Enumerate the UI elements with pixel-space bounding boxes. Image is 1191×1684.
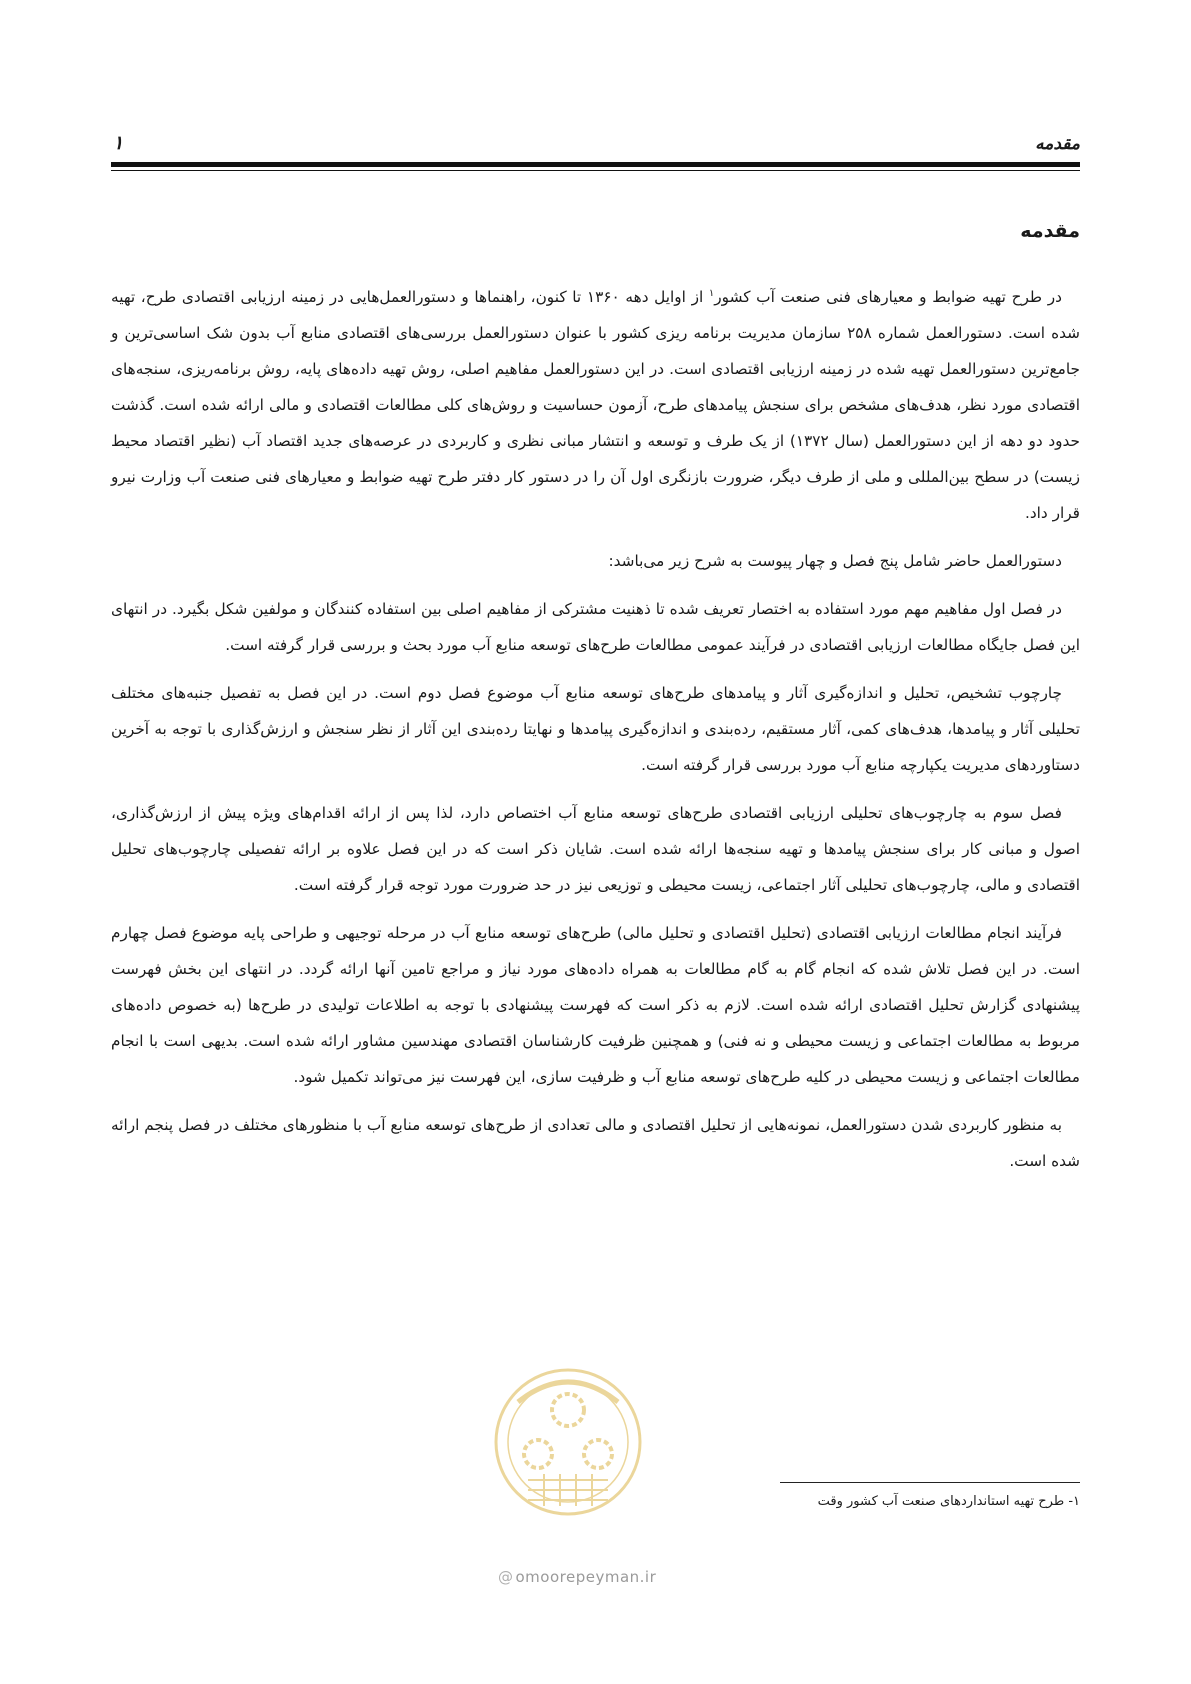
paragraph-5: فصل سوم به چارچوب‌های تحلیلی ارزیابی اقتصادی طرح‌های توسعه منابع آب اختصاص دارد، لذا پس از ارائه اقدام‌های ویژه پیش از ارزش‌گذاری، اصول و مبانی کار برای سنجش پیامدها و تهیه سنجه‌ها ارائه شده است. شایان ذکر است که در این فصل علاوه بر ارائه تفصیلی چارچوب‌های تحلیل اقتصادی و مالی، چارچوب‌های تحلیلی آثار اجتماعی، زیست محیطی و توزیعی نیز در حد ضرورت مورد توجه قرار گرفته است. <box>111 804 1080 895</box>
paragraph-1-rest: از اوایل دهه ۱۳۶۰ تا کنون، راهنماها و دستورالعمل‌هایی در زمینه ارزیابی اقتصادی طرح، تهیه شده است. دستورالعمل شماره ۲۵۸ سازمان مدیریت برنامه ریزی کشور با عنوان دستورالعمل بررسی‌های اقتصادی منابع آب بدون شک اساسی‌ترین و جامع‌ترین دستورالعمل تهیه شده در زمینه ارزیابی اقتصادی است. در این دستورالعمل مفاهیم اصلی، روش تهیه داده‌های پایه، روش برنامه‌ریزی، سنجه‌های اقتصادی مورد نظر، هدف‌های مشخص برای سنجش پیامدهای طرح، آزمون حساسیت و روش‌های کلی مطالعات اقتصادی و مالی ارائه شده است. گذشت حدود دو دهه از این دستورالعمل (سال ۱۳۷۲) از یک طرف و توسعه و انتشار مبانی نظری و کاربردی در عرصه‌های جدید اقتصاد آب (نظیر اقتصاد محیط زیست) در سطح بین‌المللی و ملی از طرف دیگر، ضرورت بازنگری اول آن را در دستور کار دفتر طرح تهیه ضوابط و معیارهای فنی صنعت آب وزارت نیرو قرار داد. <box>111 288 1081 523</box>
paragraph-1-start: در طرح تهیه ضوابط و معیارهای فنی صنعت آب کشور <box>714 288 1062 307</box>
body-text <box>111 276 1080 1191</box>
paragraph-2: دستورالعمل حاضر شامل پنج فصل و چهار پیوست به شرح زیر می‌باشد: <box>608 552 1062 571</box>
header-rule-thin <box>111 170 1080 171</box>
footnote: ۱- طرح تهیه استانداردهای صنعت آب کشور وقت <box>817 1494 1080 1509</box>
watermark-site <box>498 1568 656 1586</box>
running-title: مقدمه <box>1035 134 1080 154</box>
watermark-site-text: omoorepeyman.ir <box>515 1568 657 1586</box>
paragraph-4: چارچوب تشخیص، تحلیل و اندازه‌گیری آثار و پیامدهای طرح‌های توسعه منابع آب موضوع فصل دوم است. در این فصل به تفصیل جنبه‌های مختلف تحلیلی آثار و پیامدها، هدف‌های کمی، آثار مستقیم، رده‌بندی و اندازه‌گیری پیامدها و نهایتا رده‌بندی این آثار از نظر سنجش و ارزش‌گذاری با توجه به آخرین دستاوردهای مدیریت یکپارچه منابع آب مورد بررسی قرار گرفته است. <box>111 684 1080 775</box>
watermark-seal-logo <box>488 1362 648 1522</box>
header-rule-thick <box>111 162 1080 167</box>
section-heading: مقدمه <box>1020 220 1080 242</box>
page-header <box>111 128 1080 158</box>
paragraph-7: به منظور کاربردی شدن دستورالعمل، نمونه‌هایی از تحلیل اقتصادی و مالی تعدادی از طرح‌های توسعه منابع آب با منظورهای مختلف در فصل پنجم ارائه شده است. <box>111 1116 1080 1171</box>
paragraph-6: فرآیند انجام مطالعات ارزیابی اقتصادی (تحلیل اقتصادی و تحلیل مالی) طرح‌های توسعه منابع آب در مرحله توجیهی و طراحی پایه موضوع فصل چهارم است. در این فصل تلاش شده که انجام گام به گام مطالعات به همراه داده‌های مورد نیاز و مراجع تامین آنها ارائه گردد. در انتهای این بخش فهرست پیشنهادی گزارش تحلیل اقتصادی ارائه شده است. لازم به ذکر است که فهرست پیشنهادی با توجه به اطلاعات تولیدی در طرح‌ها (به خصوص داده‌های مربوط به مطالعات اجتماعی و زیست محیطی و نه فنی) و همچنین ظرفیت کارشناسان اقتصادی مهندسین مشاور ارائه شده است. بدیهی است با انجام مطالعات اجتماعی و زیست محیطی در کلیه طرح‌های توسعه منابع آب و ظرفیت سازی، این فهرست نیز می‌تواند تکمیل شود. <box>111 924 1080 1087</box>
footnote-marker: ۱ <box>708 288 715 299</box>
footnote-rule <box>780 1482 1080 1483</box>
paragraph-3: در فصل اول مفاهیم مهم مورد استفاده به اختصار تعریف شده تا ذهنیت مشترکی از مفاهیم اصلی بین استفاده کنندگان و مولفین شکل بگیرد. در انتهای این فصل جایگاه مطالعات ارزیابی اقتصادی در فرآیند عمومی مطالعات طرح‌های توسعه منابع آب مورد بحث و بررسی قرار گرفته است. <box>111 600 1080 655</box>
at-sign-icon: @ <box>498 1568 514 1586</box>
paragraph-1 <box>111 276 1080 531</box>
page-number: ۱ <box>113 132 124 154</box>
